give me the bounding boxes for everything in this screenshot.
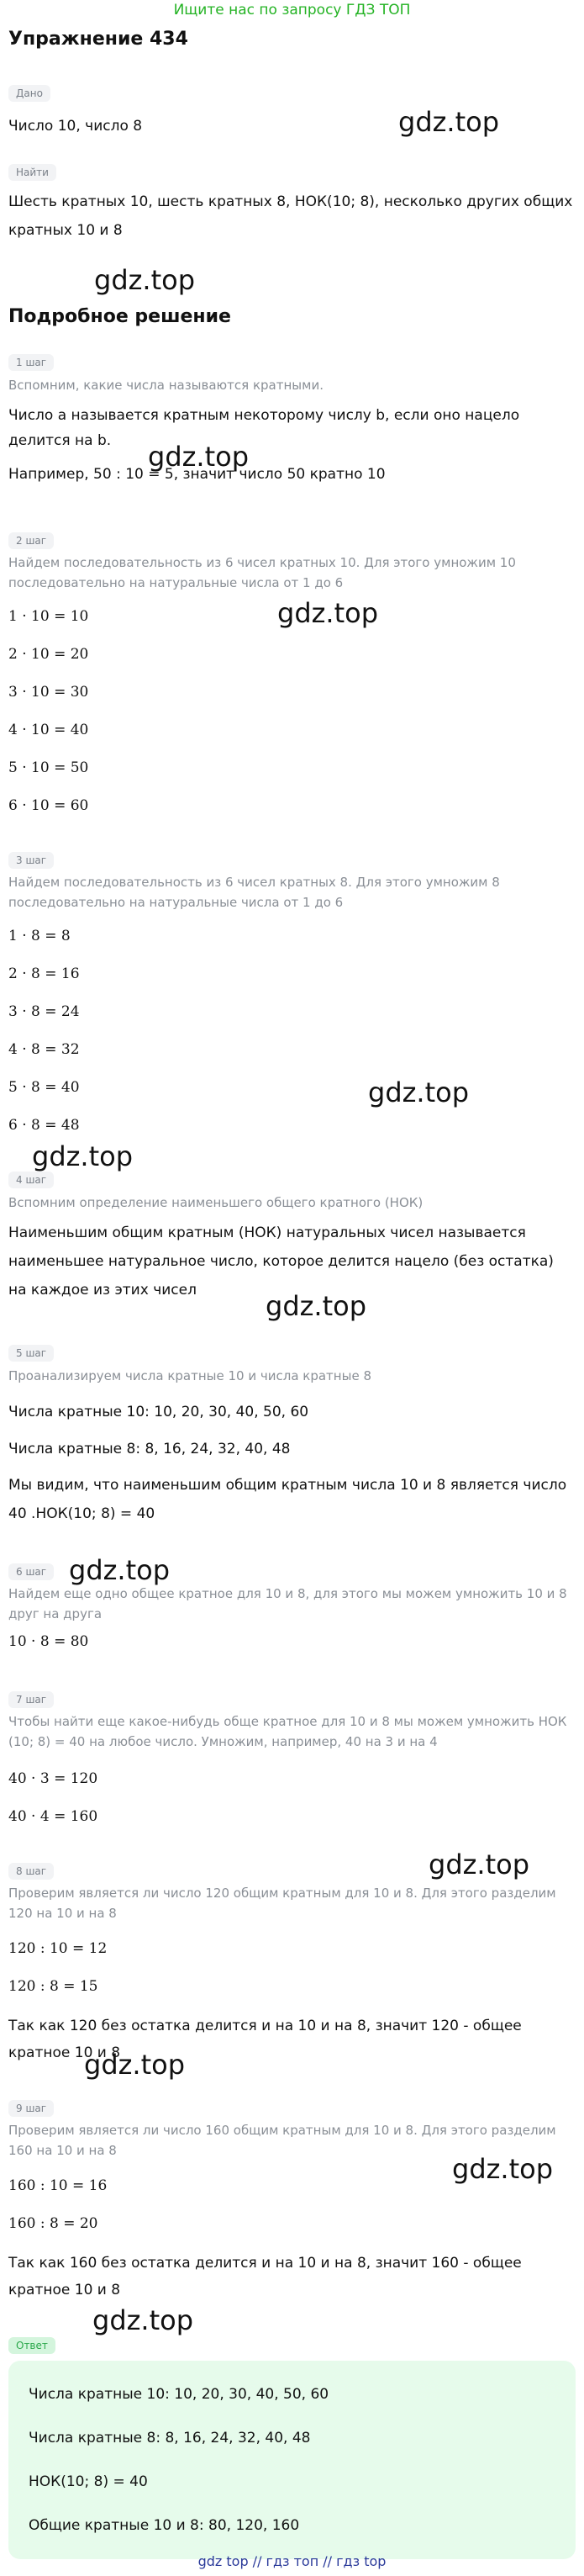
step-line: Мы видим, что наименьшим общим кратным числа 10 и 8 является число 40 .НОК(10; 8) = 40 (8, 1477, 567, 1522)
answer-box (8, 2361, 576, 2559)
step-line: 120 : 8 = 15 (8, 1978, 98, 1995)
top-banner: Ищите нас по запросу ГДЗ ТОП (173, 2, 411, 19)
step-line: 5 · 10 = 50 (8, 759, 89, 776)
find-text: Шесть кратных 10, шесть кратных 8, НОК(10; 8), несколько других общих кратных 10 и 8 (8, 193, 573, 239)
step-line: 3 · 10 = 30 (8, 684, 89, 701)
step-line: 5 · 8 = 40 (8, 1079, 80, 1096)
step-badge: 7 шаг (8, 1691, 54, 1708)
step-note: Проанализируем числа кратные 10 и числа кратные 8 (8, 1368, 371, 1383)
find-badge: Найти (8, 164, 56, 181)
page-title: Упражнение 434 (8, 29, 188, 50)
step-line: 10 · 8 = 80 (8, 1633, 89, 1650)
answer-section (8, 2336, 576, 2559)
answer-line: Числа кратные 10: 10, 20, 30, 40, 50, 60 (29, 2386, 329, 2403)
step-line: 2 · 10 = 20 (8, 646, 89, 663)
watermark: gdz.top (429, 1849, 530, 1880)
step-line: Числа кратные 10: 10, 20, 30, 40, 50, 60 (8, 1404, 309, 1420)
watermark: gdz.top (277, 597, 379, 629)
step-8 (8, 1862, 576, 2066)
step-badge: 8 шаг (8, 1863, 54, 1880)
footer-links[interactable]: gdz top // гдз топ // гдз top (197, 2553, 387, 2569)
step-line: 3 · 8 = 24 (8, 1003, 80, 1020)
step-line: 1 · 8 = 8 (8, 928, 71, 944)
step-note: Найдем еще одно общее кратное для 10 и 8, для этого мы можем умножить 10 и 8 друг на друга (8, 1586, 567, 1621)
step-note: Проверим является ли число 160 общим кратным для 10 и 8. Для этого разделим 160 на 10 и на 8 (8, 2123, 556, 2158)
step-9 (8, 2099, 576, 2304)
step-1 (8, 353, 576, 487)
step-badge: 2 шаг (8, 532, 54, 549)
answer-line: Общие кратные 10 и 8: 80, 120, 160 (29, 2517, 300, 2534)
step-badge: 9 шаг (8, 2100, 54, 2117)
find-section (8, 163, 576, 245)
step-line: Так как 160 без остатка делится и на 10 и на 8, значит 160 - общее кратное 10 и 8 (8, 2255, 522, 2298)
step-4 (8, 1171, 576, 1304)
watermark: gdz.top (452, 2153, 554, 2185)
step-line: 4 · 10 = 40 (8, 722, 89, 738)
watermark: gdz.top (398, 106, 500, 138)
step-note: Вспомним, какие числа называются кратными. (8, 378, 324, 393)
step-line: 1 · 10 = 10 (8, 608, 89, 625)
watermark: gdz.top (266, 1290, 367, 1322)
watermark: gdz.top (148, 441, 250, 473)
watermark: gdz.top (32, 1140, 134, 1172)
step-2 (8, 532, 576, 825)
step-note: Найдем последовательность из 6 чисел кратных 8. Для этого умножим 8 последовательно на натуральные числа от 1 до 6 (8, 875, 500, 910)
step-note: Вспомним определение наименьшего общего кратного (НОК) (8, 1195, 424, 1210)
step-badge: 5 шаг (8, 1345, 54, 1362)
step-line: Числа кратные 8: 8, 16, 24, 32, 40, 48 (8, 1441, 291, 1457)
step-line: 2 · 8 = 16 (8, 965, 80, 982)
step-line: 40 · 4 = 160 (8, 1808, 98, 1825)
watermark: gdz.top (368, 1076, 470, 1108)
step-note: Чтобы найти еще какое-нибудь обще кратное для 10 и 8 мы можем умножить НОК (10; 8) = 40 на любое число. Умножим, например, 40 на 3 и на 4 (8, 1714, 567, 1749)
step-badge: 4 шаг (8, 1172, 54, 1188)
answer-line: НОК(10; 8) = 40 (29, 2473, 148, 2490)
watermark: gdz.top (69, 1554, 171, 1586)
step-3 (8, 851, 576, 1145)
step-7 (8, 1690, 576, 1836)
watermark: gdz.top (94, 264, 196, 296)
step-line: 40 · 3 = 120 (8, 1770, 98, 1787)
answer-line: Числа кратные 8: 8, 16, 24, 32, 40, 48 (29, 2430, 311, 2446)
step-line: Так как 120 без остатка делится и на 10 и на 8, значит 120 - общее кратное 10 и 8 (8, 2018, 522, 2061)
step-badge: 6 шаг (8, 1563, 54, 1580)
answer-badge: Ответ (8, 2337, 55, 2354)
given-text: Число 10, число 8 (8, 118, 143, 135)
step-line: 4 · 8 = 32 (8, 1041, 80, 1058)
step-line: Например, 50 : 10 = 5, значит число 50 кратно 10 (8, 466, 386, 483)
watermark: gdz.top (92, 2304, 194, 2336)
step-5 (8, 1344, 576, 1528)
step-badge: 3 шаг (8, 852, 54, 869)
step-line: 160 : 10 = 16 (8, 2177, 108, 2194)
step-line: Число a называется кратным некоторому числу b, если оно нацело делится на b. (8, 407, 520, 449)
step-line: 160 : 8 = 20 (8, 2215, 98, 2232)
step-line: 120 : 10 = 12 (8, 1940, 108, 1957)
solution-title: Подробное решение (8, 306, 231, 327)
step-badge: 1 шаг (8, 354, 54, 371)
step-line: 6 · 10 = 60 (8, 797, 89, 814)
given-badge: Дано (8, 85, 50, 102)
step-line: Наименьшим общим кратным (НОК) натуральных чисел называется наименьшее натуральное число, которое делится нацело (без остатка) на каждое из этих чисел (8, 1225, 554, 1299)
step-line: 6 · 8 = 48 (8, 1117, 80, 1134)
step-note: Найдем последовательность из 6 чисел кратных 10. Для этого умножим 10 последовательно на натуральные числа от 1 до 6 (8, 555, 516, 590)
watermark: gdz.top (84, 2049, 186, 2081)
step-note: Проверим является ли число 120 общим кратным для 10 и 8. Для этого разделим 120 на 10 и на 8 (8, 1886, 556, 1921)
